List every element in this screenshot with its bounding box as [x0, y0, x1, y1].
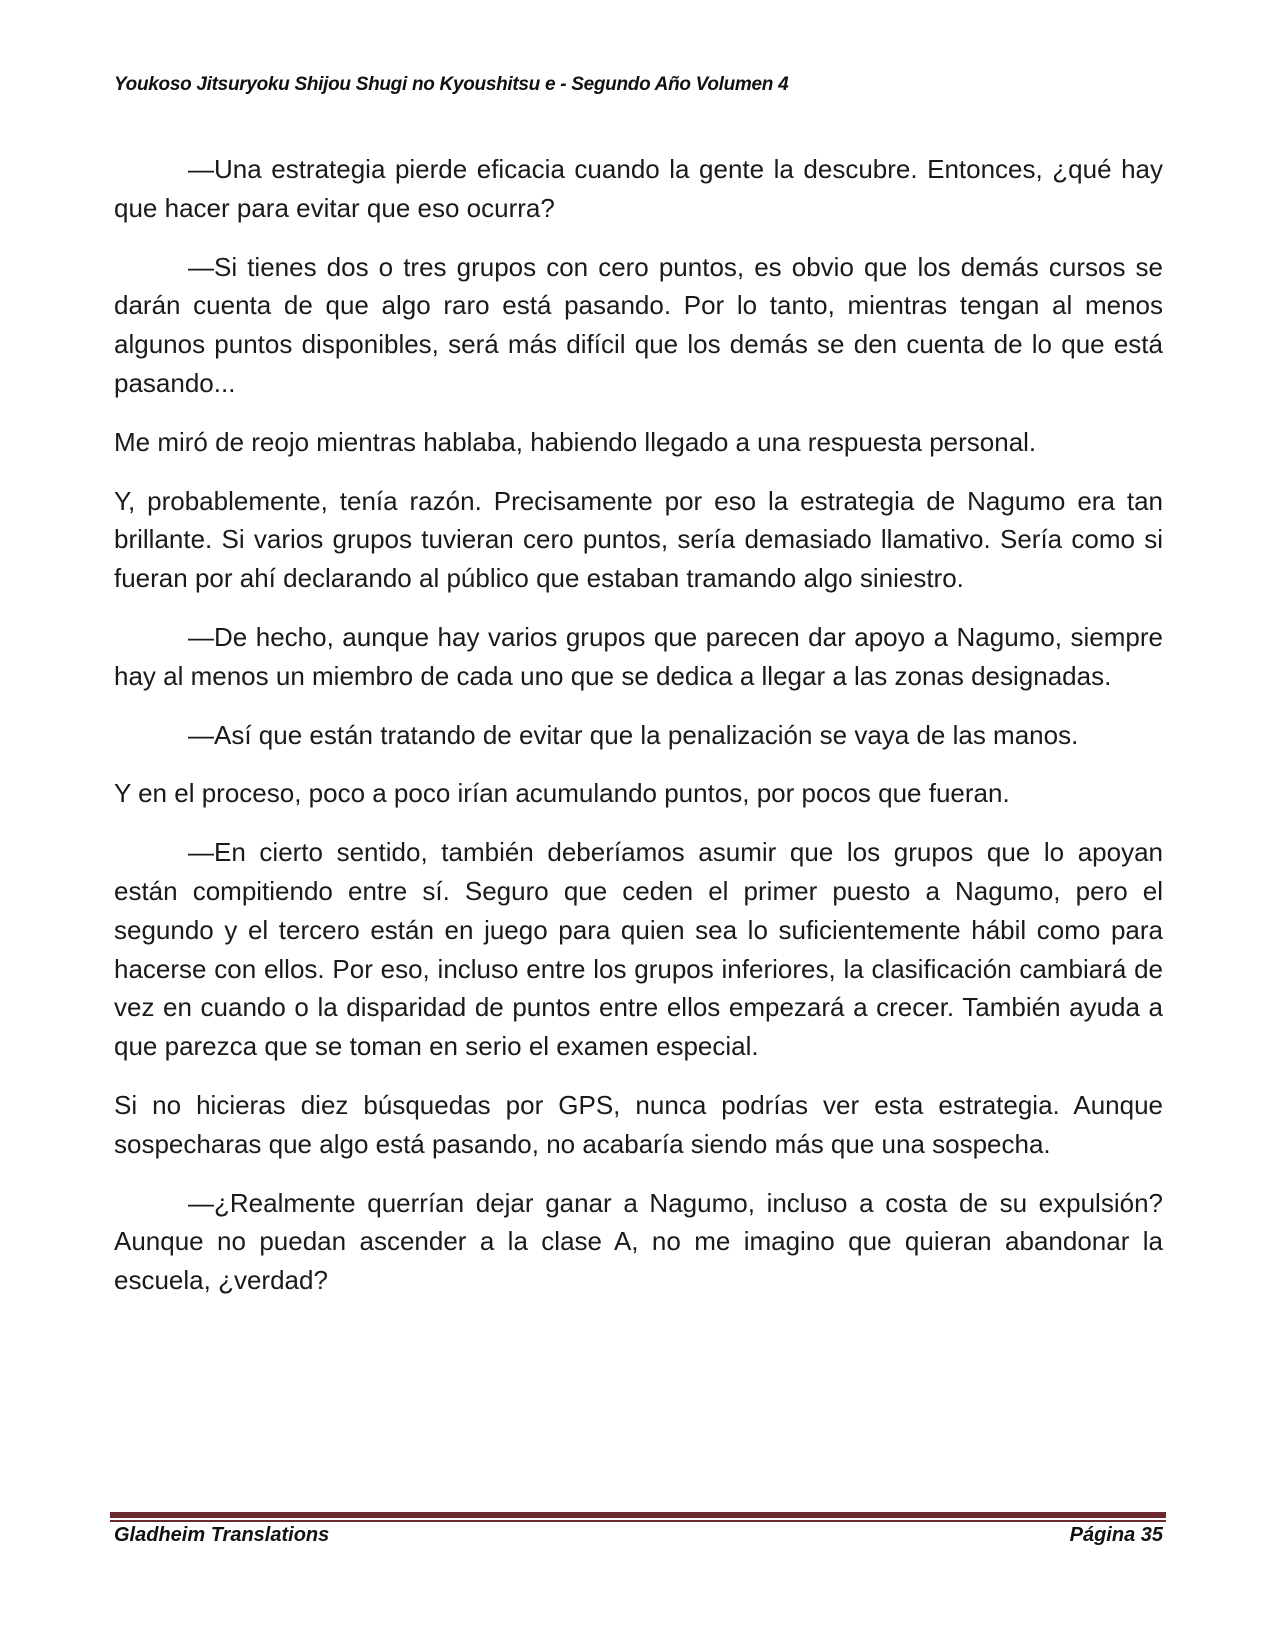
- footer-page-number: Página 35: [1069, 1524, 1163, 1546]
- footer-divider-thin: [110, 1520, 1166, 1522]
- footer-divider: [110, 1512, 1166, 1522]
- paragraph: —En cierto sentido, también deberíamos asumir que los grupos que lo apoyan están compitiendo entre sí. Seguro que ceden el primer puesto a Nagumo, pero el segundo y el tercero están en juego para quien sea lo suficientemente hábil como para hacerse con ellos. Por eso, incluso entre los grupos inferiores, la clasificación cambiará de vez en cuando o la disparidad de puntos entre ellos empezará a crecer. También ayuda a que parezca que se toman en serio el examen especial.: [114, 837, 1163, 1062]
- footer-translator: Gladheim Translations: [114, 1524, 330, 1546]
- paragraph: —Si tienes dos o tres grupos con cero puntos, es obvio que los demás cursos se darán cuenta de que algo raro está pasando. Por lo tanto, mientras tengan al menos algunos puntos disponibles, será más difícil que los demás se den cuenta de lo que está pasando...: [114, 251, 1163, 398]
- footer-divider-thick: [110, 1512, 1166, 1518]
- running-header: Youkoso Jitsuryoku Shijou Shugi no Kyoushitsu e - Segundo Año Volumen 4: [114, 74, 789, 95]
- paragraph: —De hecho, aunque hay varios grupos que parecen dar apoyo a Nagumo, siempre hay al menos un miembro de cada uno que se dedica a llegar a las zonas designadas.: [114, 621, 1163, 691]
- paragraph: Si no hicieras diez búsquedas por GPS, nunca podrías ver esta estrategia. Aunque sospecharas que algo está pasando, no acabaría siendo más que una sospecha.: [114, 1089, 1163, 1159]
- paragraph: Y, probablemente, tenía razón. Precisamente por eso la estrategia de Nagumo era tan brillante. Si varios grupos tuvieran cero puntos, sería demasiado llamativo. Sería como si fueran por ahí declarando al público que estaban tramando algo siniestro.: [114, 485, 1163, 594]
- paragraph: Me miró de reojo mientras hablaba, habiendo llegado a una respuesta personal.: [114, 426, 1037, 457]
- page-body: [114, 150, 1163, 1320]
- paragraph: —Una estrategia pierde eficacia cuando la gente la descubre. Entonces, ¿qué hay que hacer para evitar que eso ocurra?: [114, 154, 1163, 223]
- paragraph: —Así que están tratando de evitar que la penalización se vaya de las manos.: [188, 719, 1079, 750]
- paragraph: —¿Realmente querrían dejar ganar a Nagumo, incluso a costa de su expulsión? Aunque no puedan ascender a la clase A, no me imagino que quieran abandonar la escuela, ¿verdad?: [114, 1187, 1163, 1296]
- paragraph: Y en el proceso, poco a poco irían acumulando puntos, por pocos que fueran.: [114, 778, 1010, 809]
